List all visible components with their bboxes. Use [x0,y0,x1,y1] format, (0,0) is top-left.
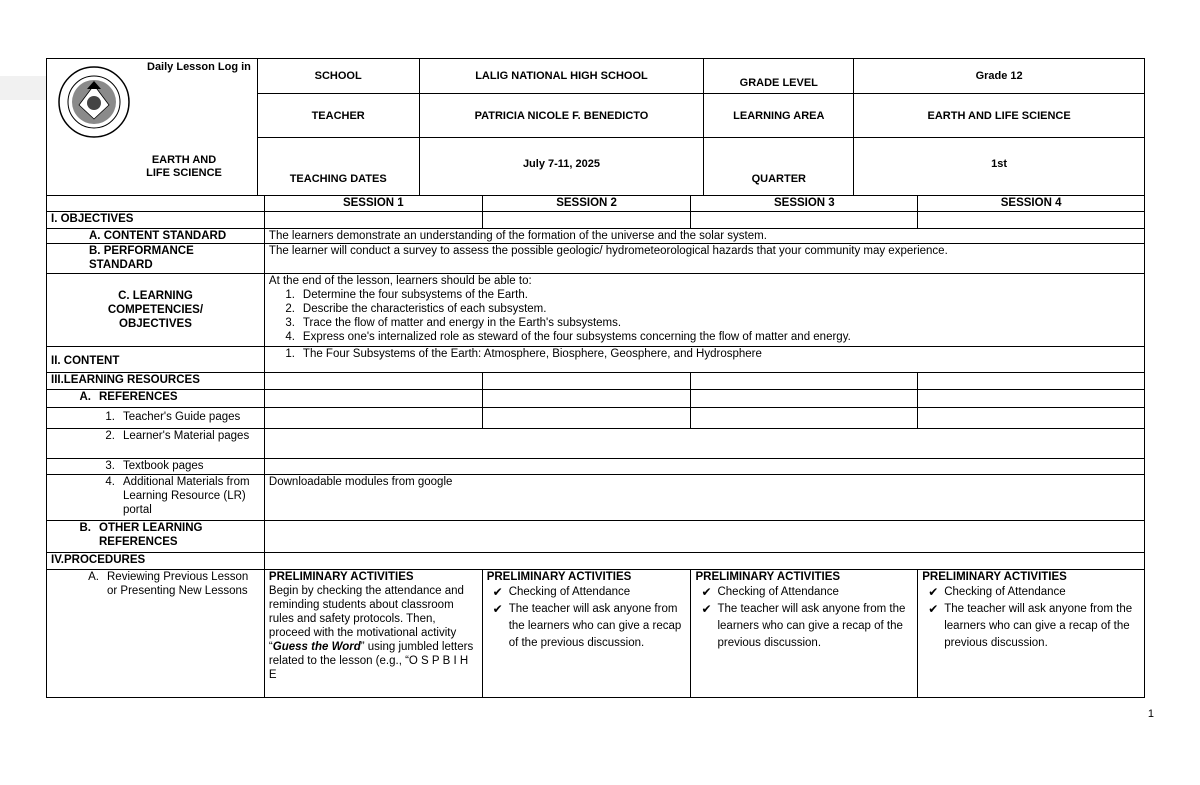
objectives-heading: I. OBJECTIVES [47,212,265,229]
content-item: The Four Subsystems of the Earth: Atmosphere, Biosphere, Geosphere, and Hydrosphere [302,348,762,360]
resource-item: 3. Textbook pages [47,459,265,475]
additional-materials-value: Downloadable modules from google [264,475,1144,521]
teacher-value: PATRICIA NICOLE F. BENEDICTO [419,94,704,138]
teacher-label: TEACHER [257,94,419,138]
dates-value: July 7-11, 2025 [419,138,704,196]
procedures-heading: IV.PROCEDURES [47,553,265,570]
competencies-label: C. LEARNING COMPETENCIES/ OBJECTIVES [47,274,265,347]
procedure-a-cell: A. Reviewing Previous Lesson or Presenting New Lessons [47,570,265,698]
session-2-procedure: PRELIMINARY ACTIVITIES ✔ Checking of Attendance ✔ The teacher will ask anyone from the learners who can give a recap of the previous discussion. [482,570,691,698]
resource-item: 4. Additional Materials from Learning Resource (LR) portal [47,475,265,521]
content-heading: II. CONTENT [47,347,265,373]
competency-item: 2. Describe the characteristics of each subsystem. [285,303,547,315]
grade-value: Grade 12 [854,59,1145,94]
references-label: REFERENCES [99,391,178,403]
checkmark-icon: ✔ [701,602,712,616]
content-standard-value: The learners demonstrate an understanding of the formation of the universe and the solar system. [264,229,1144,244]
resources-heading: III.LEARNING RESOURCES [47,373,265,390]
competency-item: 3. Trace the flow of matter and energy in the Earth's subsystems. [285,317,622,329]
checkmark-icon: ✔ [928,585,939,599]
session-3-procedure: PRELIMINARY ACTIVITIES ✔ Checking of Attendance ✔ The teacher will ask anyone from the learners who can give a recap of the previous discussion. [691,570,918,698]
blank-cell [47,196,265,212]
quarter-value: 1st [854,138,1145,196]
quarter-label: QUARTER [704,138,854,196]
other-references-row: B. OTHER LEARNING REFERENCES [47,521,265,553]
checkmark-icon: ✔ [492,602,503,616]
subject-caption: EARTH AND LIFE SCIENCE [146,154,222,179]
school-label: SCHOOL [257,59,419,94]
session-2-header: SESSION 2 [482,196,691,212]
session-4-header: SESSION 4 [918,196,1145,212]
competency-item: 4. Express one's internalized role as steward of the four subsystems concerning the flow of matter and energy. [285,331,851,343]
competency-item: 1. Determine the four subsystems of the Earth. [285,289,528,301]
session-1-header: SESSION 1 [264,196,482,212]
grade-label: GRADE LEVEL [704,59,854,94]
other-references-label: OTHER LEARNING REFERENCES [99,522,203,548]
content-cell: 1. The Four Subsystems of the Earth: Atmosphere, Biosphere, Geosphere, and Hydrosphere [264,347,1144,373]
content-standard-label: A. CONTENT STANDARD [47,229,265,244]
deped-seal-icon [57,65,131,139]
doc-title: Daily Lesson Log in [147,61,251,73]
resource-item: 1. Teacher's Guide pages [47,408,265,429]
checkmark-icon: ✔ [928,602,939,616]
header-table [46,58,1145,196]
logo-cell [47,59,258,196]
area-label: LEARNING AREA [704,94,854,138]
dates-label: TEACHING DATES [257,138,419,196]
resource-item: 2. Learner's Material pages [47,429,265,459]
session-4-procedure: PRELIMINARY ACTIVITIES ✔ Checking of Attendance ✔ The teacher will ask anyone from the learners who can give a recap of the previous discussion. [918,570,1145,698]
performance-standard-value: The learner will conduct a survey to assess the possible geologic/ hydrometeorological hazards that your community may experience. [264,244,1144,274]
lesson-table [46,195,1145,698]
school-value: LALIG NATIONAL HIGH SCHOOL [419,59,704,94]
page-number: 1 [1147,708,1154,720]
page-edge-shade [0,76,46,100]
procedure-a-label: Reviewing Previous Lesson or Presenting New Lessons [107,571,249,597]
references-row: A. REFERENCES [47,390,265,408]
checkmark-icon: ✔ [492,585,503,599]
area-value: EARTH AND LIFE SCIENCE [854,94,1145,138]
session-1-procedure: PRELIMINARY ACTIVITIES Begin by checking the attendance and reminding students about classroom rules and safety protocols. Then, proceed with the motivational activity “Guess the Word” using jumbled letters related to the lesson (e.g., “O S P B I H E [264,570,482,698]
checkmark-icon: ✔ [701,585,712,599]
competencies-intro: At the end of the lesson, learners should be able to: [268,275,532,287]
competencies-cell [264,274,1144,347]
performance-standard-label: B. PERFORMANCE STANDARD [47,244,265,274]
session-3-header: SESSION 3 [691,196,918,212]
